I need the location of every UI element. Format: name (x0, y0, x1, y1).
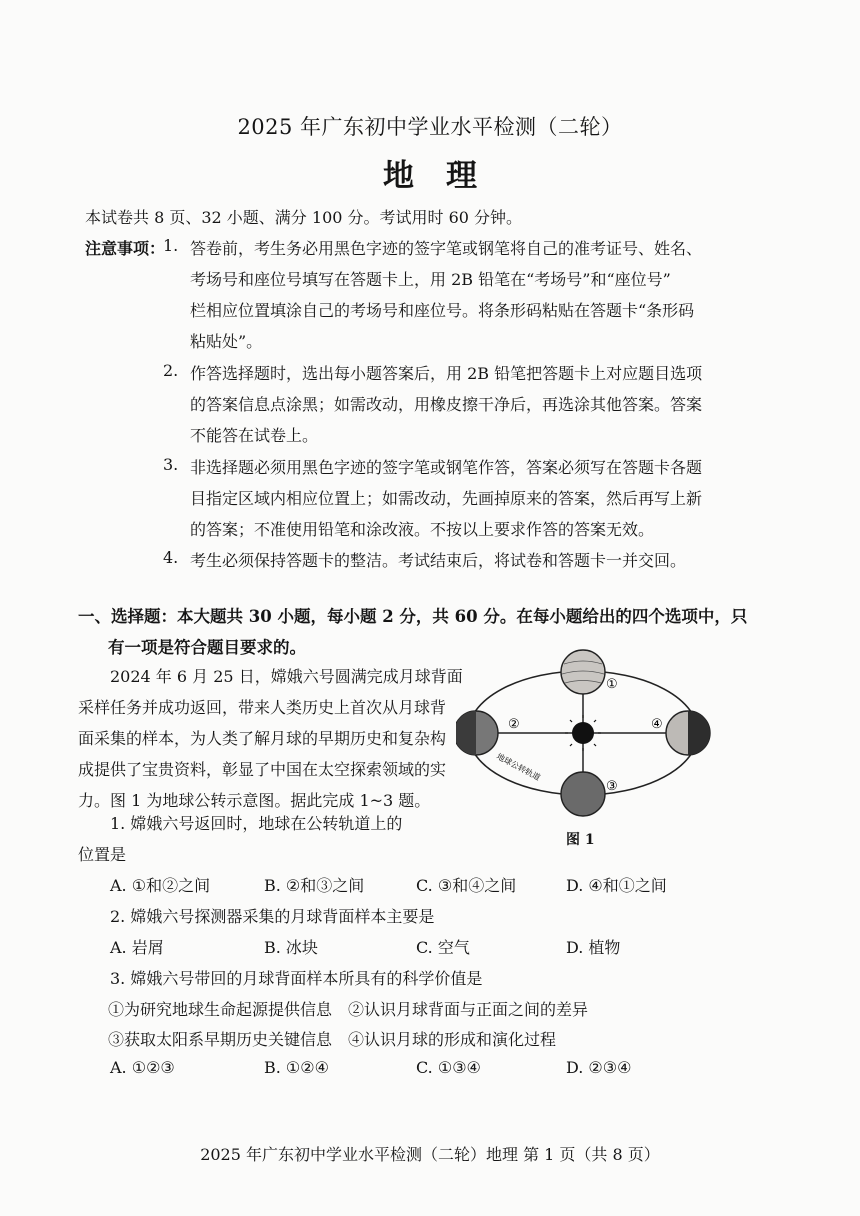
question-stem: 2. 嫦娥六号探测器采集的月球背面样本主要是 (110, 907, 435, 926)
note-line: 的答案信息点涂黑；如需改动，用橡皮擦干净后，再选涂其他答案。答案 (190, 395, 703, 414)
option-d: D. ②③④ (566, 1058, 632, 1077)
passage-line: 面采集的样本，为人类了解月球的早期历史和复杂构 (78, 729, 447, 748)
orbit-label: 地球公转轨道 (495, 751, 542, 783)
question-stem: 1. 嫦娥六号返回时，地球在公转轨道上的 (110, 814, 403, 833)
note-line: 非选择题必须用黑色字迹的签字笔或钢笔作答，答案必须写在答题卡各题 (190, 458, 703, 477)
sun-icon (572, 722, 594, 744)
passage-line: 采样任务并成功返回，带来人类历史上首次从月球背 (78, 698, 447, 717)
section-heading-cont: 有一项是符合题目要求的。 (108, 638, 306, 657)
passage-line: 2024 年 6 月 25 日，嫦娥六号圆满完成月球背面 (110, 667, 463, 686)
option-a: A. ①和②之间 (110, 876, 211, 895)
passage-line: 力。图 1 为地球公转示意图。据此完成 1~3 题。 (78, 791, 431, 810)
note-number: 4. (163, 548, 179, 567)
earth-revolution-diagram (456, 640, 724, 826)
question-stem: 3. 嫦娥六号带回的月球背面样本所具有的科学价值是 (110, 969, 483, 988)
option-c: C. ①③④ (416, 1058, 481, 1077)
option-b: B. ①②④ (264, 1058, 329, 1077)
note-line: 栏相应位置填涂自己的考场号和座位号。将条形码粘贴在答题卡“条形码 (190, 301, 695, 320)
question-stem: 位置是 (78, 845, 127, 864)
statement: ④认识月球的形成和演化过程 (348, 1030, 557, 1049)
option-c: C. 空气 (416, 938, 470, 957)
position-marker-4: ④ (651, 717, 663, 732)
note-line: 粘贴处”。 (190, 332, 263, 351)
note-line: 作答选择题时，选出每小题答案后，用 2B 铅笔把答题卡上对应题目选项 (190, 364, 703, 383)
note-line: 的答案；不准使用铅笔和涂改液。不按以上要求作答的答案无效。 (190, 520, 655, 539)
page-title: 2025 年广东初中学业水平检测（二轮） (237, 115, 623, 139)
note-line: 目指定区域内相应位置上；如需改动，先画掉原来的答案，然后再写上新 (190, 489, 703, 508)
note-number: 2. (163, 361, 179, 380)
option-a: A. ①②③ (110, 1058, 175, 1077)
section-heading: 一、选择题：本大题共 30 小题，每小题 2 分，共 60 分。在每小题给出的四个选项中，只 (78, 607, 748, 626)
option-b: B. 冰块 (264, 938, 318, 957)
note-number: 3. (163, 455, 179, 474)
position-marker-2: ② (508, 717, 520, 732)
note-line: 不能答在试卷上。 (190, 426, 319, 445)
figure-caption: 图 1 (566, 832, 595, 848)
option-b: B. ②和③之间 (264, 876, 365, 895)
option-d: D. 植物 (566, 938, 621, 957)
exam-intro: 本试卷共 8 页、32 小题、满分 100 分。考试用时 60 分钟。 (85, 208, 523, 227)
statement: ③获取太阳系早期历史关键信息 (108, 1030, 333, 1049)
note-line: 考场号和座位号填写在答题卡上，用 2B 铅笔在“考场号”和“座位号” (190, 270, 671, 289)
earth-bottom-icon (561, 772, 605, 816)
note-line: 答卷前，考生务必用黑色字迹的签字笔或钢笔将自己的准考证号、姓名、 (190, 239, 703, 258)
statement: ②认识月球背面与正面之间的差异 (348, 1000, 589, 1019)
subject-title: 地理 (383, 158, 509, 194)
statement: ①为研究地球生命起源提供信息 (108, 1000, 333, 1019)
option-d: D. ④和①之间 (566, 876, 667, 895)
position-marker-1: ① (606, 677, 618, 692)
notes-label: 注意事项： (85, 239, 166, 258)
earth-top-icon (561, 650, 605, 694)
note-line: 考生必须保持答题卡的整洁。考试结束后，将试卷和答题卡一并交回。 (190, 551, 687, 570)
position-marker-3: ③ (606, 779, 618, 794)
option-c: C. ③和④之间 (416, 876, 517, 895)
option-a: A. 岩屑 (110, 938, 164, 957)
note-number: 1. (163, 236, 179, 255)
passage-line: 成提供了宝贵资料，彰显了中国在太空探索领域的实 (78, 760, 447, 779)
page-footer: 2025 年广东初中学业水平检测（二轮）地理 第 1 页（共 8 页） (200, 1145, 660, 1164)
